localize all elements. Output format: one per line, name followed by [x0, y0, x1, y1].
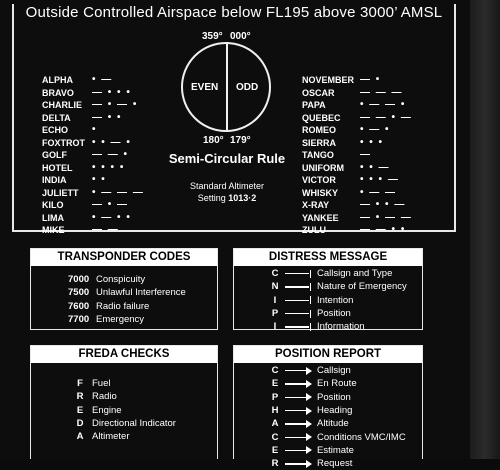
phonetic-alphabet-left	[42, 74, 144, 237]
position-list	[271, 364, 406, 470]
phonetic-word: HOTEL	[42, 162, 73, 173]
phonetic-row	[42, 162, 144, 175]
position-row	[271, 444, 406, 457]
arrow-icon	[285, 379, 311, 389]
phonetic-row	[302, 174, 412, 187]
position-row	[271, 391, 406, 404]
position-letter: H	[271, 405, 279, 417]
arrow-icon	[285, 295, 311, 305]
phonetic-word: QUEBEC	[302, 112, 341, 123]
morse-code: — • —	[92, 199, 129, 210]
semicircular-rule-title: Semi-Circular Rule	[168, 151, 286, 166]
phonetic-row	[42, 199, 144, 212]
arrow-icon	[285, 459, 311, 469]
distress-row	[271, 320, 407, 333]
distress-row	[271, 267, 407, 280]
morse-code: — • • —	[360, 199, 406, 210]
position-letter: C	[271, 365, 279, 377]
position-label: Altitude	[317, 418, 349, 430]
phonetic-word: JULIETT	[42, 187, 79, 198]
arrow-icon	[285, 309, 311, 319]
freda-letter: F	[77, 378, 83, 390]
morse-code: — — —	[360, 86, 404, 98]
phonetic-row	[302, 99, 412, 112]
distress-message-title: DISTRESS MESSAGE	[234, 249, 422, 266]
morse-code: —	[360, 149, 372, 160]
transponder-label: Conspicuity	[96, 274, 146, 286]
transponder-codes-title: TRANSPONDER CODES	[31, 249, 217, 266]
phonetic-word: VICTOR	[302, 175, 336, 185]
phonetic-word: YANKEE	[302, 212, 339, 223]
phonetic-row	[302, 212, 412, 225]
phonetic-row	[42, 212, 144, 225]
phonetic-alphabet-right	[302, 74, 412, 237]
phonetic-word: LIMA	[42, 212, 64, 223]
distress-list	[271, 267, 407, 333]
heading-179: 179°	[230, 135, 251, 146]
morse-code: — • •	[92, 111, 123, 123]
phonetic-word: ALPHA	[42, 75, 73, 85]
phonetic-word: CHARLIE	[42, 100, 82, 110]
phonetic-word: ECHO	[42, 125, 69, 135]
morse-code: • — — —	[92, 186, 145, 198]
position-row	[271, 417, 406, 430]
morse-code: • • —	[360, 161, 391, 173]
freda-checks-title: FREDA CHECKS	[31, 346, 217, 363]
transponder-row	[68, 273, 186, 286]
transponder-row	[68, 286, 186, 299]
phonetic-word: KILO	[42, 200, 64, 210]
transponder-row	[68, 300, 186, 313]
morse-code: • • — •	[92, 136, 132, 148]
position-row	[271, 457, 406, 470]
phonetic-row	[42, 174, 144, 187]
distress-label: Intention	[317, 294, 354, 306]
freda-label: Fuel	[92, 378, 111, 390]
page-title: Outside Controlled Airspace below FL195 above 3000’ AMSL	[25, 4, 443, 21]
phonetic-word: X-RAY	[302, 200, 330, 210]
altimeter-line2: Setting 1013·2	[197, 193, 257, 203]
position-letter: A	[271, 418, 279, 430]
phonetic-row	[302, 112, 412, 125]
morse-code: — —	[92, 224, 120, 235]
card-edge	[470, 0, 500, 459]
arrow-icon	[285, 282, 311, 292]
morse-code: — • — —	[360, 211, 413, 223]
freda-label: Engine	[92, 404, 122, 416]
morse-code: — • — •	[92, 99, 138, 110]
arrow-icon	[285, 406, 311, 416]
phonetic-word: MIKE	[42, 225, 65, 235]
position-letter: C	[271, 431, 279, 443]
freda-row	[76, 404, 176, 417]
morse-code: — • • •	[92, 86, 132, 98]
transponder-code: 7500	[68, 287, 90, 299]
position-label: Conditions VMC/IMC	[317, 431, 406, 443]
freda-letter: D	[76, 418, 84, 430]
phonetic-word: WHISKY	[302, 187, 338, 198]
altimeter-line1: Standard Altimeter	[189, 181, 265, 191]
transponder-label: Unlawful Interference	[96, 287, 186, 299]
transponder-list	[68, 273, 186, 326]
phonetic-row	[42, 224, 144, 237]
phonetic-row	[42, 99, 144, 112]
arrow-icon	[285, 432, 311, 442]
position-label: En Route	[317, 378, 357, 390]
phonetic-row	[42, 124, 144, 137]
phonetic-row	[302, 124, 412, 137]
morse-code: — — • •	[360, 224, 406, 235]
position-letter: P	[271, 391, 279, 403]
distress-letter: I	[273, 294, 277, 306]
distress-letter: C	[271, 268, 279, 280]
heading-180: 180°	[203, 135, 224, 146]
arrow-icon	[285, 392, 311, 402]
morse-code: • — — •	[360, 99, 406, 110]
morse-code: — •	[360, 74, 381, 85]
position-label: Callsign	[317, 365, 351, 377]
transponder-label: Emergency	[96, 314, 145, 326]
phonetic-row	[302, 74, 412, 87]
distress-row	[271, 307, 407, 320]
distress-letter: I	[273, 321, 277, 333]
phonetic-row	[302, 87, 412, 100]
altimeter-setting	[150, 180, 304, 204]
freda-row	[76, 417, 176, 430]
phonetic-word: OSCAR	[302, 87, 335, 98]
phonetic-word: SIERRA	[302, 137, 337, 148]
phonetic-word: PAPA	[302, 100, 326, 110]
position-letter: E	[271, 444, 279, 456]
morse-code: • • •	[360, 136, 384, 148]
even-label: EVEN	[191, 82, 219, 93]
phonetic-word: ZULU	[302, 225, 326, 235]
phonetic-row	[42, 187, 144, 200]
phonetic-row	[42, 87, 144, 100]
phonetic-row	[42, 74, 144, 87]
freda-label: Directional Indicator	[92, 418, 176, 430]
position-label: Request	[317, 458, 353, 470]
arrow-icon	[285, 419, 311, 429]
phonetic-word: INDIA	[42, 175, 67, 185]
distress-label: Callsign and Type	[317, 268, 393, 280]
phonetic-word: BRAVO	[42, 87, 74, 98]
altimeter-value: 1013·2	[228, 193, 257, 203]
distress-row	[271, 280, 407, 293]
phonetic-word: NOVEMBER	[302, 75, 355, 85]
morse-code: •	[92, 124, 98, 135]
freda-row	[76, 430, 176, 443]
phonetic-row	[42, 112, 144, 125]
phonetic-word: GOLF	[42, 150, 67, 160]
distress-label: Nature of Emergency	[317, 281, 407, 293]
dial-divider	[226, 42, 228, 132]
phonetic-row	[302, 137, 412, 150]
transponder-code: 7600	[68, 300, 90, 312]
morse-code: — — •	[92, 149, 129, 160]
morse-code: • — •	[360, 124, 391, 135]
transponder-row	[68, 313, 186, 326]
position-row	[271, 430, 406, 443]
heading-359: 359°	[202, 31, 223, 42]
position-row	[271, 364, 406, 377]
distress-row	[271, 294, 407, 307]
arrow-icon	[285, 366, 311, 376]
transponder-code: 7700	[68, 314, 90, 326]
phonetic-row	[302, 149, 412, 162]
freda-row	[76, 377, 176, 390]
position-letter: E	[271, 378, 279, 390]
phonetic-word: ROMEO	[302, 125, 337, 135]
position-report-title: POSITION REPORT	[234, 346, 422, 363]
arrow-icon	[285, 322, 311, 332]
morse-code: • —	[92, 74, 113, 85]
phonetic-row	[302, 199, 412, 212]
position-label: Estimate	[317, 444, 354, 456]
distress-label: Information	[317, 321, 365, 333]
distress-letter: N	[271, 281, 279, 293]
phonetic-word: DELTA	[42, 112, 71, 123]
freda-list	[76, 377, 176, 443]
distress-label: Position	[317, 308, 351, 320]
morse-code: • — —	[360, 186, 397, 198]
arrow-icon	[285, 269, 311, 279]
heading-000: 000°	[230, 31, 251, 42]
position-label: Heading	[317, 405, 353, 417]
freda-label: Radio	[92, 391, 117, 403]
freda-letter: A	[76, 431, 84, 443]
morse-code: • •	[92, 174, 107, 185]
morse-code: • — • •	[92, 211, 132, 223]
phonetic-word: UNIFORM	[302, 162, 344, 173]
phonetic-word: TANGO	[302, 150, 334, 160]
phonetic-row	[42, 149, 144, 162]
morse-code: • • • •	[92, 161, 125, 173]
phonetic-row	[42, 137, 144, 150]
transponder-code: 7000	[68, 274, 90, 286]
position-row	[271, 377, 406, 390]
phonetic-row	[302, 187, 412, 200]
freda-row	[76, 390, 176, 403]
phonetic-row	[302, 162, 412, 175]
position-letter: R	[271, 458, 279, 470]
arrow-icon	[285, 445, 311, 455]
freda-label: Altimeter	[92, 431, 130, 443]
position-label: Position	[317, 391, 351, 403]
position-row	[271, 404, 406, 417]
odd-label: ODD	[236, 82, 259, 93]
transponder-label: Radio failure	[96, 300, 150, 312]
phonetic-row	[302, 224, 412, 237]
distress-letter: P	[271, 308, 279, 320]
morse-code: — — • —	[360, 111, 413, 123]
freda-letter: E	[76, 404, 84, 416]
phonetic-word: FOXTROT	[42, 137, 85, 148]
freda-letter: R	[76, 391, 84, 403]
morse-code: • • • —	[360, 174, 400, 185]
